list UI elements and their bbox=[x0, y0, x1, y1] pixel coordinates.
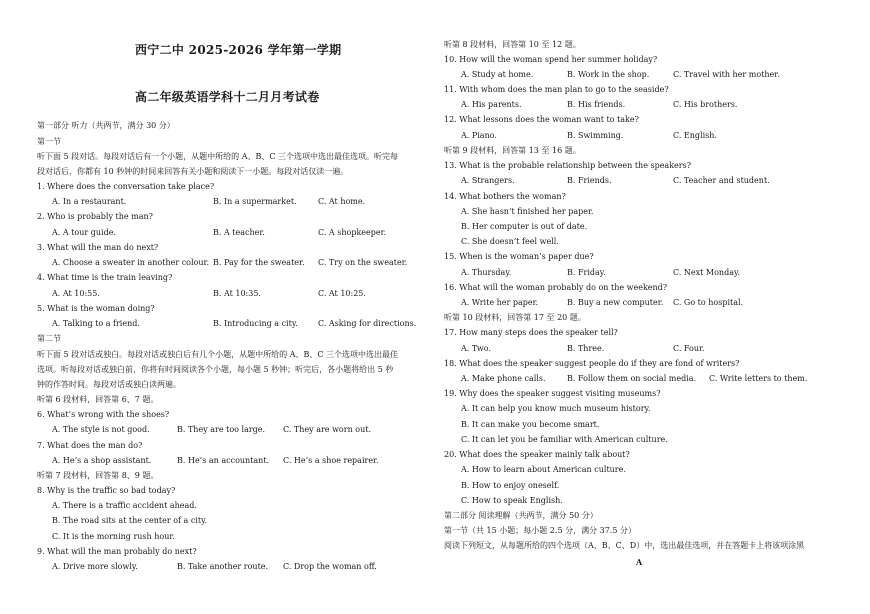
q8-option-a: A. There is a traffic accident ahead. bbox=[52, 501, 197, 510]
q5-option-c: C. Asking for directions. bbox=[318, 319, 417, 328]
q6-option-c: C. They are worn out. bbox=[283, 425, 371, 434]
q5-option-b: B. Introducing a city. bbox=[213, 319, 298, 328]
question-20: 20. What does the speaker mainly talk about? bbox=[444, 450, 630, 459]
part2-instructions: 阅读下列短文，从每题所给的四个选项（A、B、C、D）中，选出最佳选项，并在答题卡上将该项涂黑 bbox=[444, 541, 805, 550]
q20-option-c: C. How to speak English. bbox=[461, 496, 563, 505]
q1-option-c: C. At home. bbox=[318, 197, 366, 206]
question-2: 2. Who is probably the man? bbox=[37, 212, 153, 221]
q14-option-c: C. She doesn’t feel well. bbox=[461, 237, 559, 246]
question-6: 6. What’s wrong with the shoes? bbox=[37, 410, 170, 419]
q14-option-b: B. Her computer is out of date. bbox=[461, 222, 588, 231]
q4-option-a: A. At 10:55. bbox=[52, 289, 100, 298]
q7-option-a: A. He’s a shop assistant. bbox=[52, 456, 152, 465]
q3-option-b: B. Pay for the sweater. bbox=[213, 258, 305, 267]
question-9: 9. What will the man probably do next? bbox=[37, 547, 197, 556]
q11-option-a: A. His parents. bbox=[461, 100, 522, 109]
q12-option-a: A. Piano. bbox=[461, 131, 497, 140]
q5-option-a: A. Talking to a friend. bbox=[52, 319, 140, 328]
question-19: 19. Why does the speaker suggest visiting museums? bbox=[444, 389, 661, 398]
q8-option-c: C. It is the morning rush hour. bbox=[52, 532, 175, 541]
q2-option-a: A. A tour guide. bbox=[52, 228, 116, 237]
q9-option-c: C. Drop the woman off. bbox=[283, 562, 377, 571]
q6-option-a: A. The style is not good. bbox=[52, 425, 150, 434]
q13-option-b: B. Friends. bbox=[567, 176, 612, 185]
q3-option-a: A. Choose a sweater in another colour. bbox=[52, 258, 210, 267]
section2-instructions-line3: 钟的作答时间。每段对话或独白读两遍。 bbox=[37, 380, 181, 389]
q11-option-c: C. His brothers. bbox=[673, 100, 738, 109]
q17-option-b: B. Three. bbox=[567, 344, 605, 353]
question-15: 15. When is the woman’s paper due? bbox=[444, 252, 594, 261]
section1-instructions-line2: 段对话后，你都有 10 秒钟的时间来回答有关小题和阅读下一小题。每段对话仅读一遍。 bbox=[37, 167, 349, 176]
q13-option-a: A. Strangers. bbox=[461, 176, 515, 185]
question-3: 3. What will the man do next? bbox=[37, 243, 159, 252]
question-12: 12. What lessons does the woman want to take? bbox=[444, 115, 639, 124]
exam-title-subject: 高二年级英语学科十二月月考试卷 bbox=[135, 90, 320, 104]
question-8: 8. Why is the traffic so bad today? bbox=[37, 486, 176, 495]
q10-option-a: A. Study at home. bbox=[461, 70, 534, 79]
passage-a-label: A bbox=[636, 557, 643, 567]
q18-option-a: A. Make phone calls. bbox=[461, 374, 546, 383]
q10-option-c: C. Travel with her mother. bbox=[673, 70, 780, 79]
section2-heading: 第二节 bbox=[37, 334, 61, 343]
question-5: 5. What is the woman doing? bbox=[37, 304, 155, 313]
q19-option-a: A. It can help you know much museum history. bbox=[461, 404, 651, 413]
material-7-heading: 听第 7 段材料，回答第 8、9 题。 bbox=[37, 471, 159, 480]
material-8-heading: 听第 8 段材料，回答第 10 至 12 题。 bbox=[444, 40, 581, 49]
q1-option-a: A. In a restaurant. bbox=[52, 197, 127, 206]
q16-option-a: A. Write her paper. bbox=[461, 298, 539, 307]
q12-option-b: B. Swimming. bbox=[567, 131, 624, 140]
part2-section1-heading: 第一节（共 15 小题；每小题 2.5 分，满分 37.5 分） bbox=[444, 526, 636, 535]
q17-option-a: A. Two. bbox=[461, 344, 491, 353]
q16-option-b: B. Buy a new computer. bbox=[567, 298, 664, 307]
q10-option-b: B. Work in the shop. bbox=[567, 70, 650, 79]
q4-option-b: B. At 10:35. bbox=[213, 289, 261, 298]
q7-option-c: C. He’s a shoe repairer. bbox=[283, 456, 379, 465]
part1-heading: 第一部分 听力（共两节，满分 30 分） bbox=[37, 121, 175, 130]
question-1: 1. Where does the conversation take place? bbox=[37, 182, 215, 191]
q2-option-b: B. A teacher. bbox=[213, 228, 265, 237]
q18-option-c: C. Write letters to them. bbox=[709, 374, 808, 383]
q17-option-c: C. Four. bbox=[673, 344, 705, 353]
question-13: 13. What is the probable relationship between the speakers? bbox=[444, 161, 691, 170]
q15-option-c: C. Next Monday. bbox=[673, 268, 740, 277]
question-18: 18. What does the speaker suggest people do if they are fond of writers? bbox=[444, 359, 740, 368]
question-14: 14. What bothers the woman? bbox=[444, 192, 566, 201]
section2-instructions-line1: 听下面 5 段对话或独白。每段对话或独白后有几个小题，从题中所给的 A、B、C 三个选项中选出最佳 bbox=[37, 350, 399, 359]
question-4: 4. What time is the train leaving? bbox=[37, 273, 173, 282]
q9-option-b: B. Take another route. bbox=[177, 562, 269, 571]
material-10-heading: 听第 10 段材料，回答第 17 至 20 题。 bbox=[444, 313, 586, 322]
q3-option-c: C. Try on the sweater. bbox=[318, 258, 408, 267]
q15-option-a: A. Thursday. bbox=[461, 268, 512, 277]
question-17: 17. How many steps does the speaker tell? bbox=[444, 328, 618, 337]
section1-instructions-line1: 听下面 5 段对话。每段对话后有一个小题，从题中所给的 A、B、C 三个选项中选出最佳选项。听完每 bbox=[37, 152, 399, 161]
q4-option-c: C. At 10:25. bbox=[318, 289, 366, 298]
section2-instructions-line2: 选项。听每段对话或独白前，你将有时间阅读各个小题，每小题 5 秒钟；听完后，各小题将给出 5 秒 bbox=[37, 365, 394, 374]
q2-option-c: C. A shopkeeper. bbox=[318, 228, 387, 237]
q8-option-b: B. The road sits at the center of a city. bbox=[52, 516, 208, 525]
q11-option-b: B. His friends. bbox=[567, 100, 626, 109]
exam-title-school: 西宁二中 2025-2026 学年第一学期 bbox=[135, 43, 342, 57]
q13-option-c: C. Teacher and student. bbox=[673, 176, 770, 185]
question-10: 10. How will the woman spend her summer holiday? bbox=[444, 55, 658, 64]
q7-option-b: B. He’s an accountant. bbox=[177, 456, 270, 465]
material-9-heading: 听第 9 段材料，回答第 13 至 16 题。 bbox=[444, 146, 581, 155]
part2-heading: 第二部分 阅读理解（共两节，满分 50 分） bbox=[444, 511, 598, 520]
material-6-heading: 听第 6 段材料，回答第 6、7 题。 bbox=[37, 395, 159, 404]
q15-option-b: B. Friday. bbox=[567, 268, 606, 277]
q19-option-b: B. It can make you become smart. bbox=[461, 420, 600, 429]
q6-option-b: B. They are too large. bbox=[177, 425, 266, 434]
q19-option-c: C. It can let you be familiar with American culture. bbox=[461, 435, 668, 444]
question-16: 16. What will the woman probably do on the weekend? bbox=[444, 283, 668, 292]
q12-option-c: C. English. bbox=[673, 131, 717, 140]
question-11: 11. With whom does the man plan to go to the seaside? bbox=[444, 85, 669, 94]
q1-option-b: B. In a supermarket. bbox=[213, 197, 297, 206]
question-7: 7. What does the man do? bbox=[37, 441, 143, 450]
section1-heading: 第一节 bbox=[37, 137, 61, 146]
q16-option-c: C. Go to hospital. bbox=[673, 298, 744, 307]
q20-option-b: B. How to enjoy oneself. bbox=[461, 481, 560, 490]
q9-option-a: A. Drive more slowly. bbox=[52, 562, 138, 571]
q20-option-a: A. How to learn about American culture. bbox=[461, 465, 626, 474]
q14-option-a: A. She hasn’t finished her paper. bbox=[461, 207, 594, 216]
q18-option-b: B. Follow them on social media. bbox=[567, 374, 697, 383]
